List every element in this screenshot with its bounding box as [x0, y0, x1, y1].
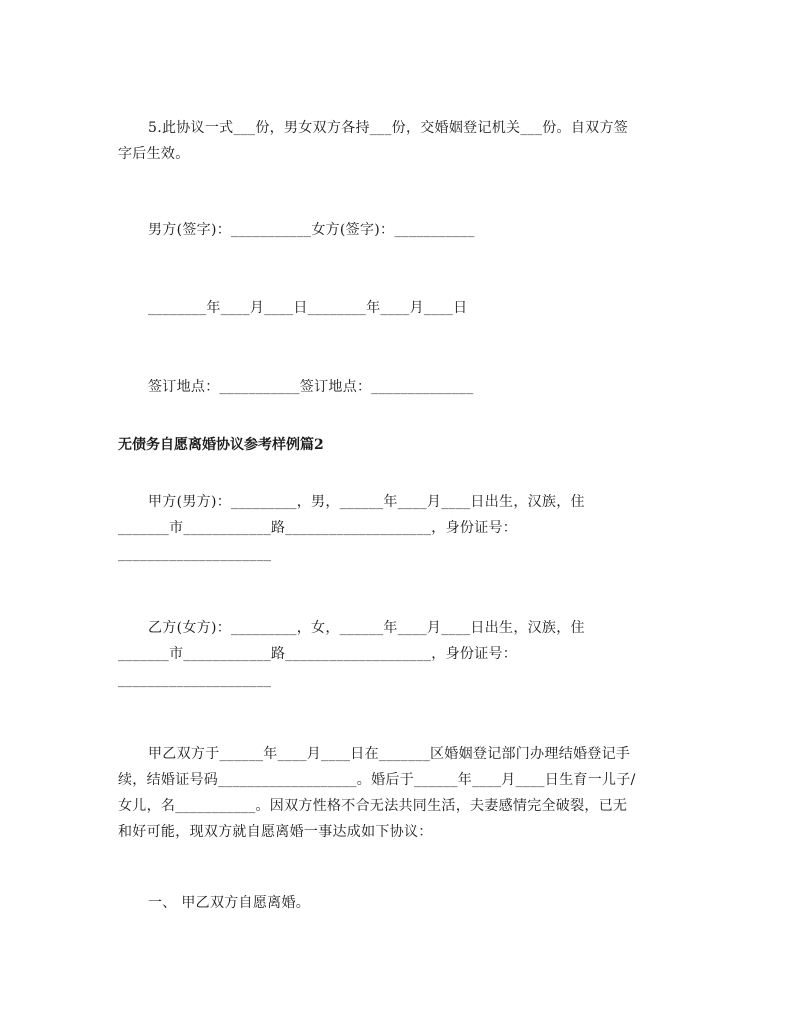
marriage-line1: 甲乙双方于______年____月____日在_______区婚姻登记部门办理结婚登记手: [148, 746, 631, 762]
item1-line: 一、 甲乙双方自愿离婚。: [148, 895, 311, 911]
party-b-line2: _______市____________路____________________，身份证号：: [118, 646, 518, 662]
date-line: ________年____月____日________年____月____日: [148, 300, 468, 316]
marriage-line3: 女儿，名___________。因双方性格不合无法共同生活，夫妻感情完全破裂，已无: [118, 798, 628, 814]
section-title: 无债务自愿离婚协议参考样例篇2: [118, 437, 324, 453]
party-a-line1: 甲方(男方)：_________，男，______年____月____日出生，汉族，住: [148, 494, 585, 510]
party-b-line3: _____________________: [118, 672, 272, 688]
party-b-line1: 乙方(女方)：_________，女，______年____月____日出生，汉族，住: [148, 620, 585, 636]
clause5-line2: 字后生效。: [118, 146, 190, 162]
signing-place-line: 签订地点：___________签订地点：______________: [148, 379, 474, 395]
signature-line: 男方(签字)：___________女方(签字)：___________: [148, 222, 475, 238]
party-a-line2: _______市____________路____________________，身份证号：: [118, 520, 518, 536]
clause5-line1: 5.此协议一式___份，男女双方各持___份，交婚姻登记机关___份。自双方签: [148, 120, 629, 136]
marriage-line2: 续，结婚证号码___________________。婚后于______年____月____日生育一儿子/: [118, 772, 636, 788]
party-a-line3: _____________________: [118, 546, 272, 562]
marriage-line4: 和好可能，现双方就自愿离婚一事达成如下协议：: [118, 824, 433, 840]
